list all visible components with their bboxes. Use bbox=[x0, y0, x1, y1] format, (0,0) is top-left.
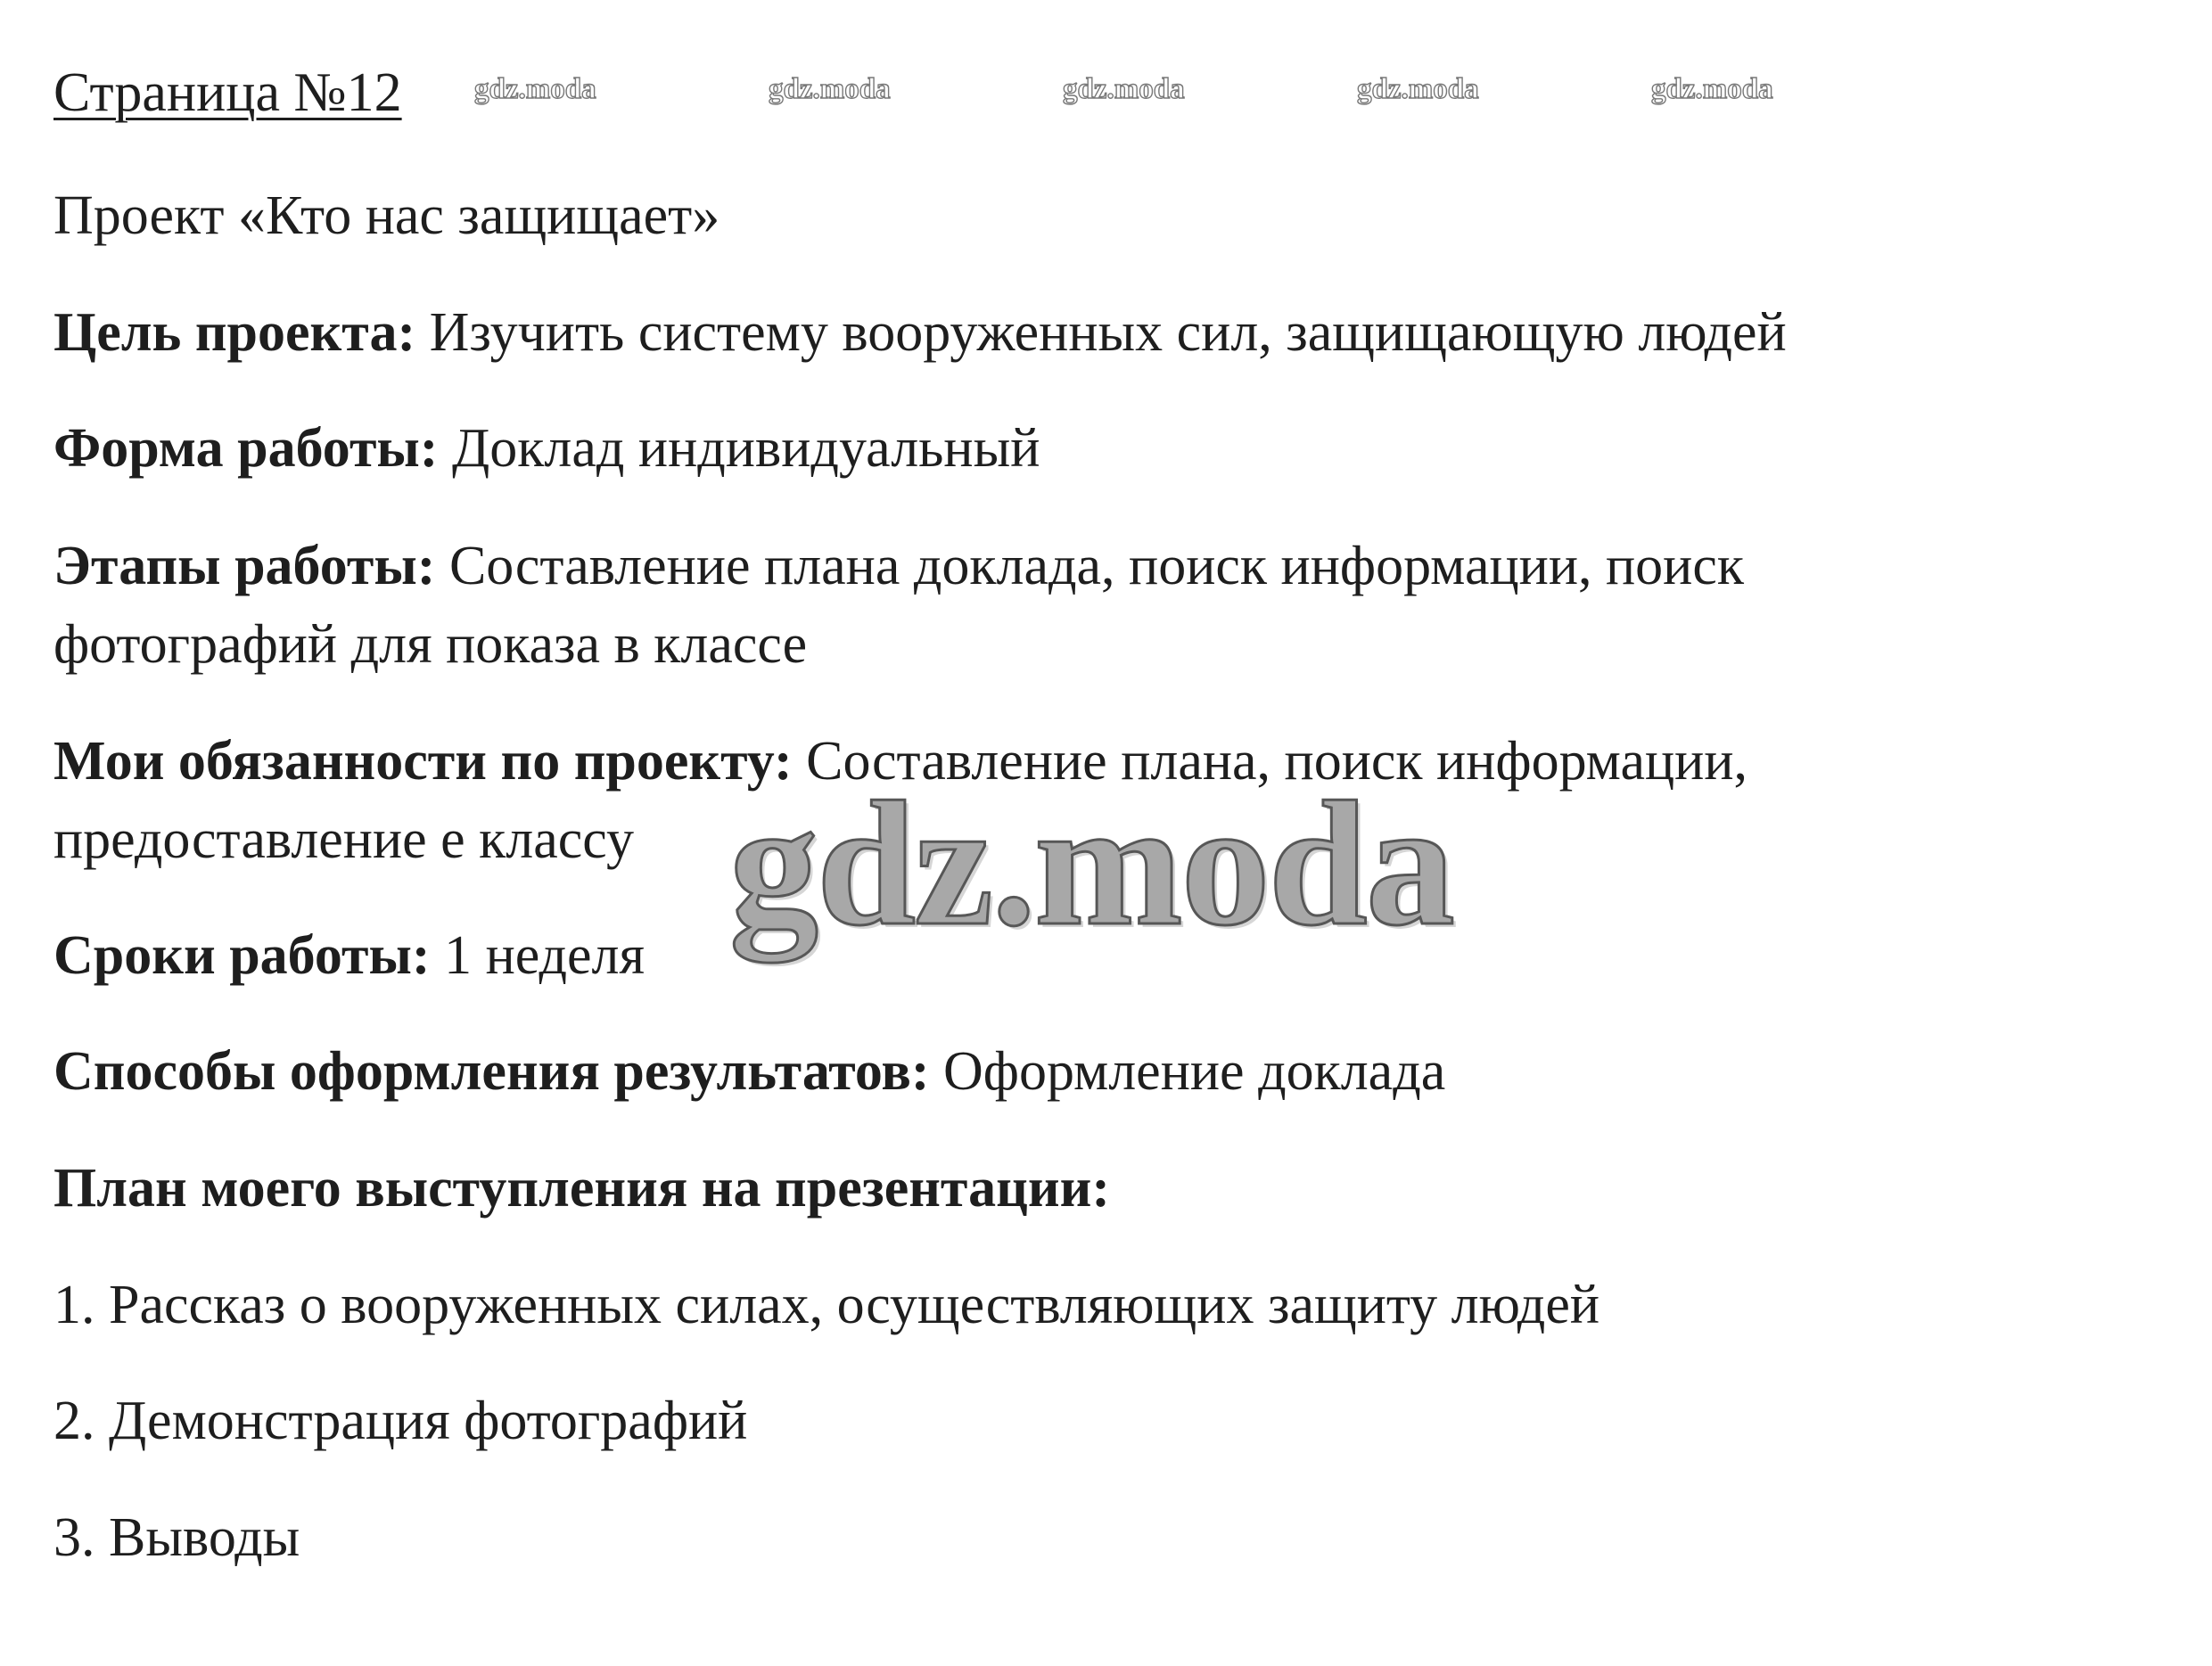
plan-item: 3. Выводы bbox=[53, 1507, 300, 1568]
goal-row bbox=[53, 293, 1787, 372]
terms-label: Сроки работы: bbox=[53, 925, 431, 986]
watermark-logo: gdz.moda bbox=[474, 73, 596, 105]
terms-row bbox=[53, 916, 645, 995]
stages-label: Этапы работы: bbox=[53, 536, 436, 596]
watermark-logo: gdz.moda bbox=[1651, 73, 1773, 105]
results-label: Способы оформления результатов: bbox=[53, 1041, 930, 1102]
form-value: Доклад индивидуальный bbox=[451, 418, 1040, 479]
page-title: Страница №12 bbox=[53, 62, 402, 123]
terms-value: 1 неделя bbox=[444, 925, 645, 986]
watermark-logo: gdz.moda bbox=[1063, 73, 1185, 105]
duties-value-line2: предоставление е классу bbox=[53, 809, 634, 870]
stages-value-line1: Составление плана доклада, поиск информации, поиск bbox=[448, 536, 1745, 596]
goal-value: Изучить систему вооруженных сил, защищающую людей bbox=[429, 302, 1787, 363]
stages-row bbox=[53, 527, 1744, 605]
duties-value-line1: Составление плана, поиск информации, bbox=[806, 731, 1748, 792]
watermark-logo-large: gdz.moda bbox=[729, 766, 1453, 963]
plan-item: 1. Рассказ о вооруженных силах, осуществляющих защиту людей bbox=[53, 1275, 1600, 1335]
goal-label: Цель проекта: bbox=[53, 302, 416, 363]
results-row bbox=[53, 1032, 1445, 1111]
form-row bbox=[53, 409, 1040, 488]
watermark-logo: gdz.moda bbox=[769, 73, 891, 105]
form-label: Форма работы: bbox=[53, 418, 439, 479]
duties-label: Мои обязанности по проекту: bbox=[53, 731, 793, 792]
watermark-logo: gdz.moda bbox=[1357, 73, 1479, 105]
results-value: Оформление доклада bbox=[943, 1041, 1446, 1102]
stages-value-line2: фотографий для показа в классе bbox=[53, 614, 808, 675]
plan-heading: План моего выступления на презентации: bbox=[53, 1158, 1110, 1219]
project-title: Проект «Кто нас защищает» bbox=[53, 185, 720, 246]
plan-item: 2. Демонстрация фотографий bbox=[53, 1391, 748, 1451]
